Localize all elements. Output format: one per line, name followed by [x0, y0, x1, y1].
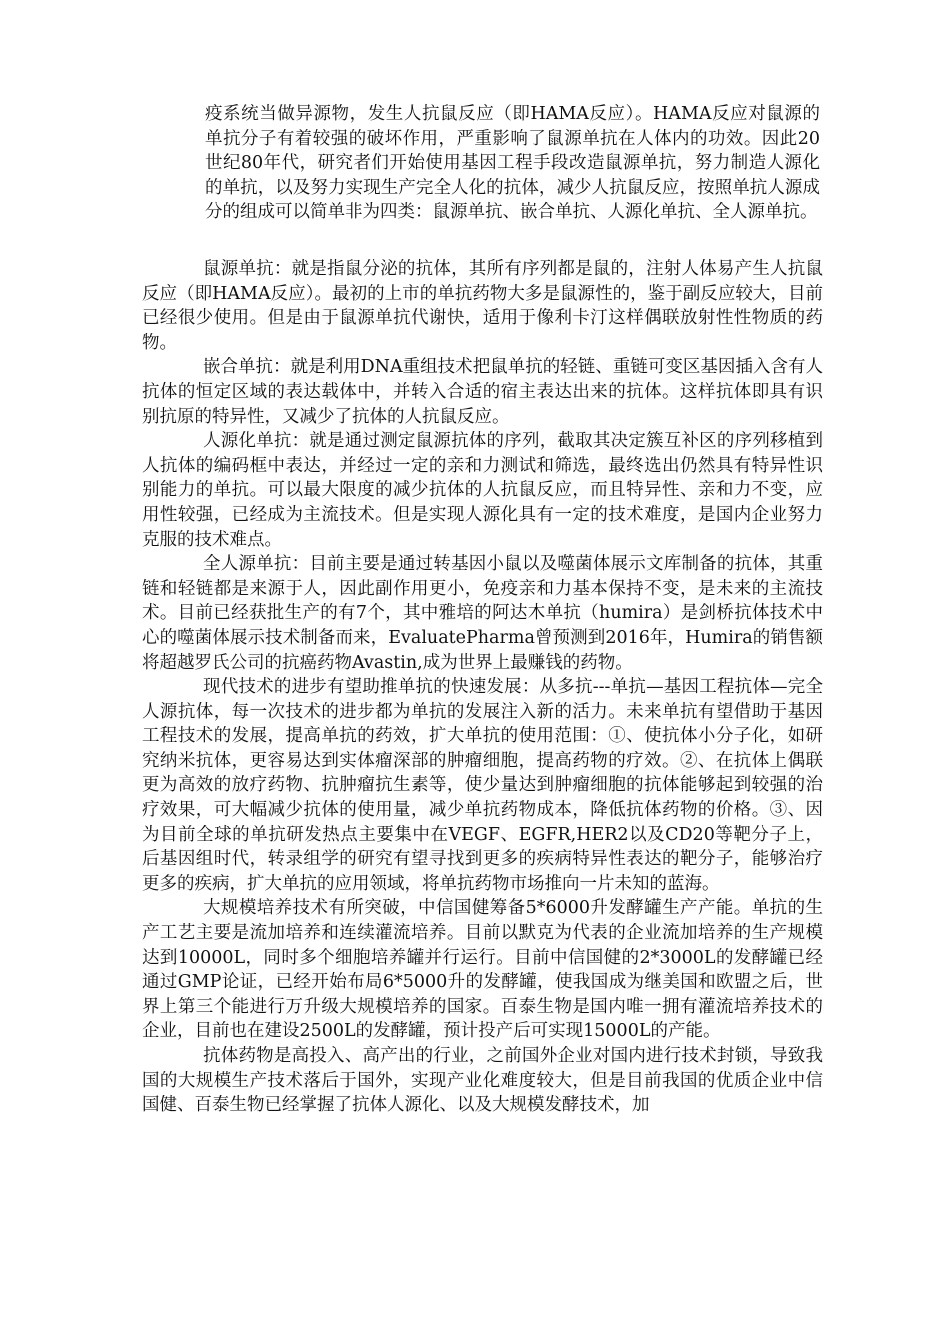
document-body	[142, 257, 823, 1118]
paragraph-murine-antibody: 鼠源单抗：就是指鼠分泌的抗体，其所有序列都是鼠的，注射人体易产生人抗鼠反应（即HAMA反应）。最初的上市的单抗药物大多是鼠源性的，鉴于副反应较大，目前已经很少使用。但是由于鼠源单抗代谢快，适用于像利卡汀这样偶联放射性性物质的药物。	[142, 259, 823, 353]
intro-paragraph	[205, 102, 820, 225]
intro-text: 疫系统当做异源物，发生人抗鼠反应（即HAMA反应）。HAMA反应对鼠源的单抗分子有着较强的破坏作用，严重影响了鼠源单抗在人体内的功效。因此20世纪80年代，研究者们开始使用基因工程手段改造鼠源单抗，努力制造人源化的单抗，以及努力实现生产完全人化的抗体，减少人抗鼠反应，按照单抗人源成分的组成可以简单非为四类：鼠源单抗、嵌合单抗、人源化单抗、全人源单抗。	[205, 104, 820, 223]
paragraph-humanized-antibody: 人源化单抗：就是通过测定鼠源抗体的序列，截取其决定簇互补区的序列移植到人抗体的编码框中表达，并经过一定的亲和力测试和筛选，最终选出仍然具有特异性识别能力的单抗。可以最大限度的减少抗体的人抗鼠反应，而且特异性、亲和力不变，应用性较强，已经成为主流技术。但是实现人源化具有一定的技术难度，是国内企业努力克服的技术难点。	[142, 431, 823, 550]
paragraph-fully-human-antibody: 全人源单抗：目前主要是通过转基因小鼠以及噬菌体展示文库制备的抗体，其重链和轻链都是来源于人，因此副作用更小，免疫亲和力基本保持不变，是未来的主流技术。目前已经获批生产的有7个，其中雅培的阿达木单抗（humira）是剑桥抗体技术中心的噬菌体展示技术制备而来，EvaluatePharma曾预测到2016年，Humira的销售额将超越罗氏公司的抗癌药物Avastin,成为世界上最赚钱的药物。	[142, 554, 823, 673]
paragraph-chimeric-antibody: 嵌合单抗：就是利用DNA重组技术把鼠单抗的轻链、重链可变区基因插入含有人抗体的恒定区域的表达载体中，并转入合适的宿主表达出来的抗体。这样抗体即具有识别抗原的特异性，又减少了抗体的人抗鼠反应。	[142, 357, 823, 427]
paragraph-industry-outlook: 抗体药物是高投入、高产出的行业，之前国外企业对国内进行技术封锁，导致我国的大规模生产技术落后于国外，实现产业化难度较大，但是目前我国的优质企业中信国健、百泰生物已经掌握了抗体人源化、以及大规模发酵技术，加	[142, 1046, 823, 1116]
paragraph-large-scale-culture: 大规模培养技术有所突破，中信国健筹备5*6000升发酵罐生产产能。单抗的生产工艺主要是流加培养和连续灌流培养。目前以默克为代表的企业流加培养的生产规模达到10000L，同时多个细胞培养罐并行运行。目前中信国健的2*3000L的发酵罐已经通过GMP论证，已经开始布局6*5000升的发酵罐，使我国成为继美国和欧盟之后，世界上第三个能进行万升级大规模培养的国家。百泰生物是国内唯一拥有灌流培养技术的企业，目前也在建设2500L的发酵罐，预计投产后可实现15000L的产能。	[142, 898, 823, 1042]
paragraph-technology-progress: 现代技术的进步有望助推单抗的快速发展：从多抗---单抗—基因工程抗体—完全人源抗体，每一次技术的进步都为单抗的发展注入新的活力。未来单抗有望借助于基因工程技术的发展，提高单抗的药效，扩大单抗的使用范围：①、使抗体小分子化，如研究纳米抗体，更容易达到实体瘤深部的肿瘤细胞，提高药物的疗效。②、在抗体上偶联更为高效的放疗药物、抗肿瘤抗生素等，使少量达到肿瘤细胞的抗体能够起到较强的治疗效果，可大幅减少抗体的使用量，减少单抗药物成本，降低抗体药物的价格。③、因为目前全球的单抗研发热点主要集中在VEGF、EGFR,HER2以及CD20等靶分子上，后基因组时代，转录组学的研究有望寻找到更多的疾病特异性表达的靶分子，能够治疗更多的疾病，扩大单抗的应用领域，将单抗药物市场推向一片未知的蓝海。	[142, 677, 823, 894]
